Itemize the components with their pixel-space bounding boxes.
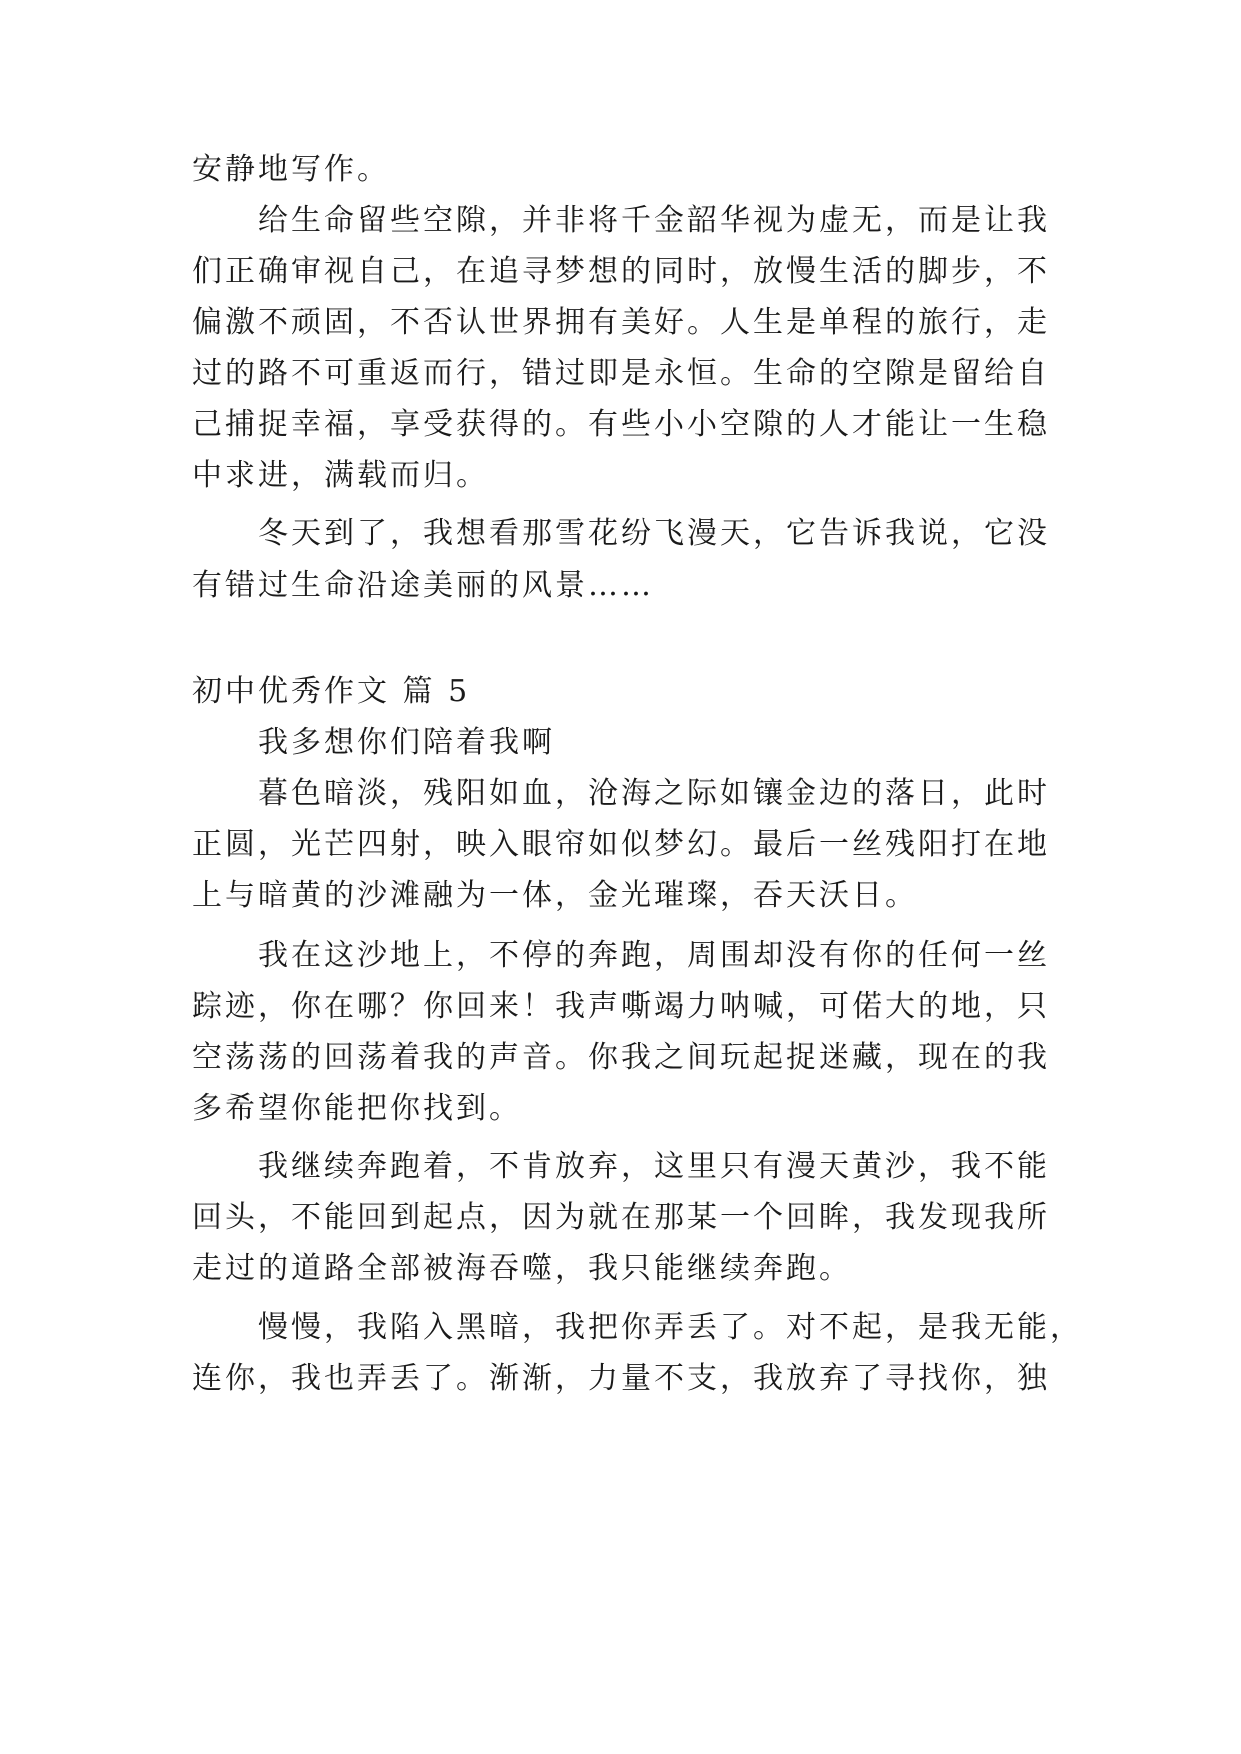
text-line: 正圆，光芒四射，映入眼帘如似梦幻。最后一丝残阳打在地 <box>192 827 1050 862</box>
text-line: 回头，不能回到起点，因为就在那某一个回眸，我发现我所 <box>192 1200 1050 1235</box>
text-line: 安静地写作。 <box>192 152 390 187</box>
text-line: 暮色暗淡，残阳如血，沧海之际如镶金边的落日，此时 <box>258 776 1050 811</box>
text-line: 空荡荡的回荡着我的声音。你我之间玩起捉迷藏，现在的我 <box>192 1040 1050 1075</box>
text-line: 连你，我也弄丢了。渐渐，力量不支，我放弃了寻找你，独 <box>192 1361 1050 1396</box>
text-line: 慢慢，我陷入黑暗，我把你弄丢了。对不起，是我无能， <box>258 1310 1083 1345</box>
text-line: 给生命留些空隙，并非将千金韶华视为虚无，而是让我 <box>258 203 1050 238</box>
text-line: 上与暗黄的沙滩融为一体，金光璀璨，吞天沃日。 <box>192 878 918 913</box>
text-line: 己捕捉幸福，享受获得的。有些小小空隙的人才能让一生稳 <box>192 407 1050 442</box>
text-line: 我继续奔跑着，不肯放弃，这里只有漫天黄沙，我不能 <box>258 1149 1050 1184</box>
essay-title: 我多想你们陪着我啊 <box>258 725 555 760</box>
text-line: 我在这沙地上，不停的奔跑，周围却没有你的任何一丝 <box>258 938 1050 973</box>
text-line: 过的路不可重返而行，错过即是永恒。生命的空隙是留给自 <box>192 356 1050 391</box>
section-heading: 初中优秀作文 篇 5 <box>192 674 471 709</box>
text-line: 偏激不顽固，不否认世界拥有美好。人生是单程的旅行，走 <box>192 305 1050 340</box>
text-line: 们正确审视自己，在追寻梦想的同时，放慢生活的脚步，不 <box>192 254 1050 289</box>
text-line: 多希望你能把你找到。 <box>192 1091 522 1126</box>
text-line: 踪迹，你在哪？你回来！我声嘶竭力呐喊，可偌大的地，只 <box>192 989 1050 1024</box>
text-line: 中求进，满载而归。 <box>192 458 489 493</box>
text-line: 走过的道路全部被海吞噬，我只能继续奔跑。 <box>192 1251 852 1286</box>
text-line: 有错过生命沿途美丽的风景…… <box>192 568 654 603</box>
text-line: 冬天到了，我想看那雪花纷飞漫天，它告诉我说，它没 <box>258 516 1050 551</box>
